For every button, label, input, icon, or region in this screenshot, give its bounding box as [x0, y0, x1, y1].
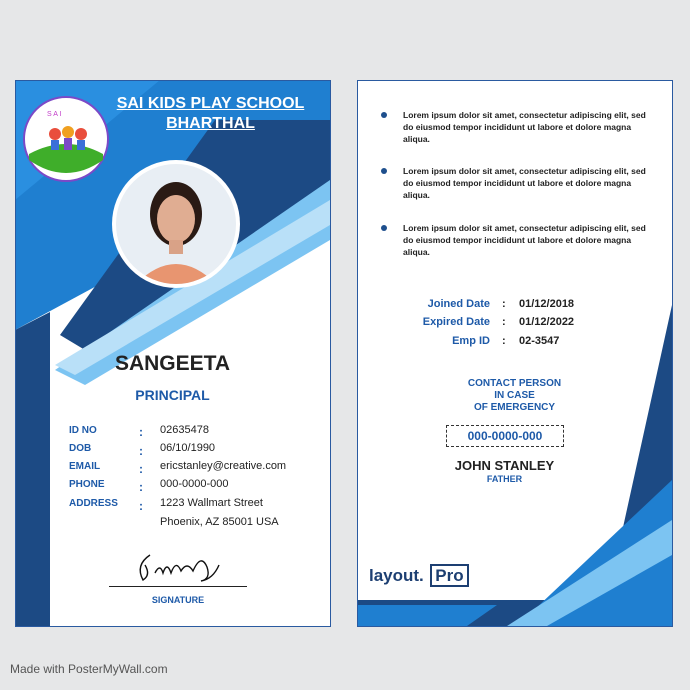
expired-date-label: Expired Date [422, 316, 490, 328]
joined-date-separator: : [502, 298, 506, 310]
address-value-line1: 1223 Wallmart Street [160, 497, 263, 509]
email-separator: : [139, 462, 143, 476]
bullet-text-3: Lorem ipsum dolor sit amet, consectetur adipiscing elit, sed do eiusmod tempor incididunt ut labore et dolore magna aliqua. [403, 223, 646, 257]
phone-separator: : [139, 480, 143, 494]
dob-value: 06/10/1990 [160, 442, 216, 454]
signature-label: SIGNATURE [151, 595, 205, 605]
contact-line3: OF EMERGENCY [473, 402, 556, 413]
school-name-line2: BHARTHAL [166, 115, 255, 132]
address-value-line2: Phoenix, AZ 85001 USA [160, 516, 279, 528]
joined-date-value: 01/12/2018 [519, 298, 575, 310]
dob-label: DOB [69, 443, 92, 454]
frame-outline [15, 80, 335, 640]
phone-value: 000-0000-000 [160, 478, 229, 490]
person-name: SANGEETA [114, 352, 231, 375]
email-value: ericstanley@creative.com [160, 460, 287, 472]
brand-pro: Pro [430, 564, 468, 587]
emp-id-label: Emp ID [452, 335, 490, 347]
address-label: ADDRESS [69, 498, 118, 509]
person-role: PRINCIPAL [135, 387, 210, 403]
svg-text:S A I: S A I [47, 111, 62, 118]
expired-date-separator: : [502, 316, 506, 328]
expired-date-value: 01/12/2022 [519, 316, 575, 328]
id-no-value: 02635478 [160, 424, 209, 436]
id-no-label: ID NO [69, 425, 97, 436]
school-name-line1: SAI KIDS PLAY SCHOOL [116, 95, 305, 112]
joined-date-label: Joined Date [427, 298, 490, 310]
phone-label: PHONE [69, 479, 105, 490]
bullet-text-1: Lorem ipsum dolor sit amet, consectetur adipiscing elit, sed do eiusmod tempor incididunt ut labore et dolore magna aliqua. [403, 110, 646, 144]
address-separator: : [139, 499, 143, 513]
contact-line2: IN CASE [494, 390, 535, 401]
id-no-separator: : [139, 425, 143, 439]
back-frame-outline [357, 80, 677, 640]
dob-separator: : [139, 444, 143, 458]
emp-id-separator: : [502, 335, 506, 347]
emergency-phone: 000-0000-000 [446, 425, 564, 447]
bullet-text-2: Lorem ipsum dolor sit amet, consectetur adipiscing elit, sed do eiusmod tempor incididunt ut labore et dolore magna aliqua. [403, 166, 646, 200]
emp-id-value: 02-3547 [519, 335, 560, 347]
emergency-contact-name: JOHN STANLEY [454, 458, 555, 473]
email-label: EMAIL [69, 461, 101, 472]
emergency-contact-relation: FATHER [486, 474, 523, 484]
watermark-text[interactable]: Made with PosterMyWall.com [10, 662, 168, 676]
brand-main: layout. [369, 566, 424, 585]
contact-line1: CONTACT PERSON [467, 378, 562, 389]
